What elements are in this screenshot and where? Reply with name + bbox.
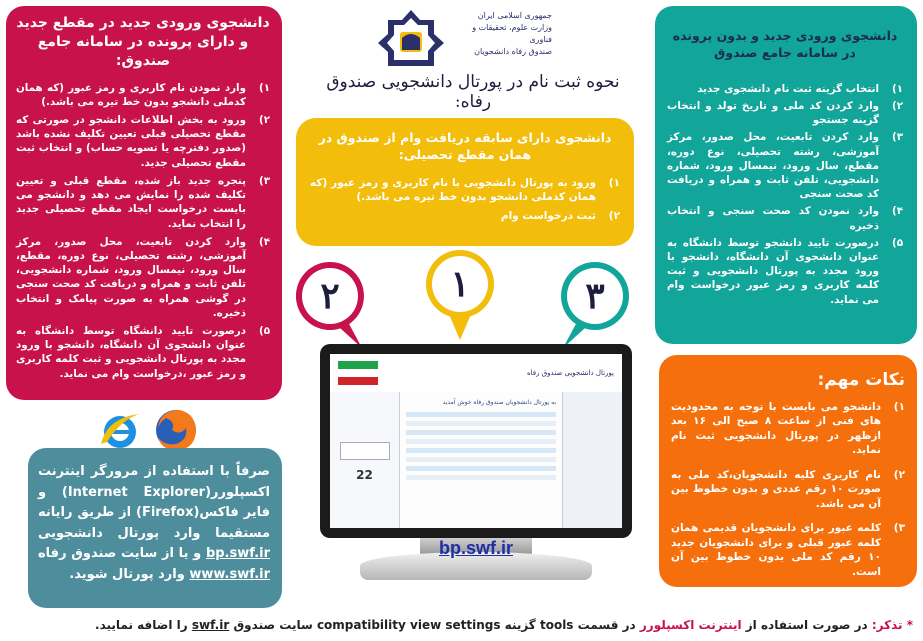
card-title: دانشجوی ورودی جدید در مقطع جدید و دارای پرونده در سامانه جامع صندوق: [16,15,270,69]
callout-digit: ۲ [320,275,340,316]
portal-body [330,392,622,530]
new-student-no-file-card [655,6,917,344]
portal-captcha-area: 22 [330,392,400,530]
step-item: ۴) وارد کردن تابعیت، محل صدور، مرکز آموزشی، رشته تحصیلی، نوع دوره، مقطع، سال ورود، نیمسال ورود، شماره دانشجویی، تلفن ثابت و همراه و دریافت کد صحت سنجی در گوشی همراه به صورت پیامک و انتخاب ذخیره. [16,235,270,319]
step-item: ۵) درصورت تایید دانشگاه توسط دانشگاه به عنوان دانشجوی آن دانشگاه، دانشجو با ورود مجدد به پورتال دانشجویی و ثبت کلمه کاربری و رمز عبور ،درخواست وام می نماید. [16,324,270,380]
card-title: دانشجوی ورودی جدید و بدون پرونده در سامانه جامع صندوق [672,28,898,60]
callout-1 [420,246,500,342]
step-item: ۲) نام کاربری کلیه دانشجویان،کد ملی به صورت ۱۰ رقم عددی و بدون خطوط بین آن می باشد. [671,468,905,510]
step-item: ۴) وارد نمودن کد صحت سنجی و انتخاب ذخیره [667,205,903,232]
iran-flag-icon [338,361,378,385]
step-item: ۲) وارد کردن کد ملی و تاریخ تولد و انتخاب گزینه جستجو [667,99,903,127]
steps-list [667,82,903,307]
portal-news: به پورتال دانشجویان صندوق رفاه خوش آمدید [400,392,562,530]
step-item: ۳) پنجره جدید باز شده، مقطع قبلی و تعیین تکلیف شده را نمایش می دهد و دانشجو می بایست درخواست ایجاد مقطع تحصیلی جدید را انتخاب نماید. [16,174,270,230]
important-notes-card [659,355,917,587]
www-swf-link[interactable]: www.swf.ir [189,566,270,582]
captcha-input[interactable] [340,442,390,460]
step-item: ۳) وارد کردن تابعیت، محل صدور، مرکز آموزشی، رشته تحصیلی، نوع دوره، مقطع، سال ورود، نیمسال ورود، شماره دانشجویی، تلفن ثابت و همراه و دریافت کد صحت سنجی [667,131,903,201]
card-title: نکات مهم: [817,370,905,390]
step-item: ۱) وارد نمودن نام کاربری و رمز عبور (که همان کدملی دانشجو بدون خط تیره می باشد.) [16,81,270,108]
footer-note: * تذکر: در صورت استفاده از اینترنت اکسپلورر در قسمت tools گزینه compatibility view settings سایت صندوق swf.ir را اضافه نمایید. [95,618,913,632]
steps-list [671,400,905,579]
returning-student-card [296,118,634,246]
firefox-icon [152,406,200,454]
step-item: ۵) درصورت تایید دانشجو توسط دانشگاه به عنوان دانشجوی آن دانشگاه، دانشجو با ورود مجدد به پورتال دانشجویی و ثبت کلمه کاربری و رمز عبور درخواست وام می نماید. [667,236,903,306]
callout-3 [555,258,635,350]
callout-2 [290,258,370,350]
step-item: ۳) کلمه عبور برای دانشجویان قدیمی همان کلمه عبور قبلی و برای دانشجویان جدید ۱۰ رقم کد ملی بدون خطوط بین آن است. [671,522,905,578]
callout-digit: ۳ [585,275,605,316]
steps-list [16,81,270,381]
portal-screenshot [328,352,624,530]
step-item: ۱) ورود به پورتال دانشجویی با نام کاربری و رمز عبور (که همان کدملی دانشجو بدون خط تیره می باشد.) [310,176,620,204]
ministry-caption: جمهوری اسلامی ایران وزارت علوم، تحقیقات و فناوری صندوق رفاه دانشجویان [472,11,552,56]
portal-menu [562,392,622,530]
card-title: دانشجوی دارای سابقه دریافت وام از صندوق در همان مقطع تحصیلی: [318,130,612,162]
step-item: ۱) دانشجو می بایست با توجه به محدودیت های فنی از ساعت ۸ صبح الی ۱۶ بعد ازظهر در پورتال دانشجویی ثبت نام نماید. [671,400,905,457]
swf-site-link[interactable]: swf.ir [191,618,230,632]
step-item: ۲) ثبت درخواست وام [500,209,620,222]
browser-requirement-card [28,448,282,608]
bp-swf-link[interactable]: bp.swf.ir [205,546,270,562]
monitor-illustration [320,344,632,588]
swf-logo-icon [374,8,448,68]
portal-link[interactable]: bp.swf.ir [438,538,513,558]
step-item: ۱) انتخاب گزینه ثبت نام دانشجوی جدید [697,82,903,95]
callout-digit: ۱ [450,263,470,304]
portal-banner: پورتال دانشجویی صندوق رفاه [330,354,622,392]
new-student-existing-file-card [6,6,282,400]
browser-instructions: صرفاً با استفاده از مرورگر اینترنت اکسپلورر(Internet Explorer) و فایر فاکس(Firefox) از طریق رایانه مستقیما وارد پورتال دانشجویی bp.swf.ir و یا از سایت صندوق رفاه www.swf.ir وارد پورتال شوید. [38,464,270,582]
page-title: نحوه ثبت نام در پورتال دانشجویی صندوق رفاه: [326,72,620,112]
steps-list [310,176,620,223]
step-item: ۲) ورود به بخش اطلاعات دانشجو در صورتی که مقطع تحصیلی قبلی تعیین تکلیف نشده باشد (صدور دفترچه یا تسویه حساب) و انتخاب ثبت مقطع تحصیلی جدید. [16,114,270,169]
